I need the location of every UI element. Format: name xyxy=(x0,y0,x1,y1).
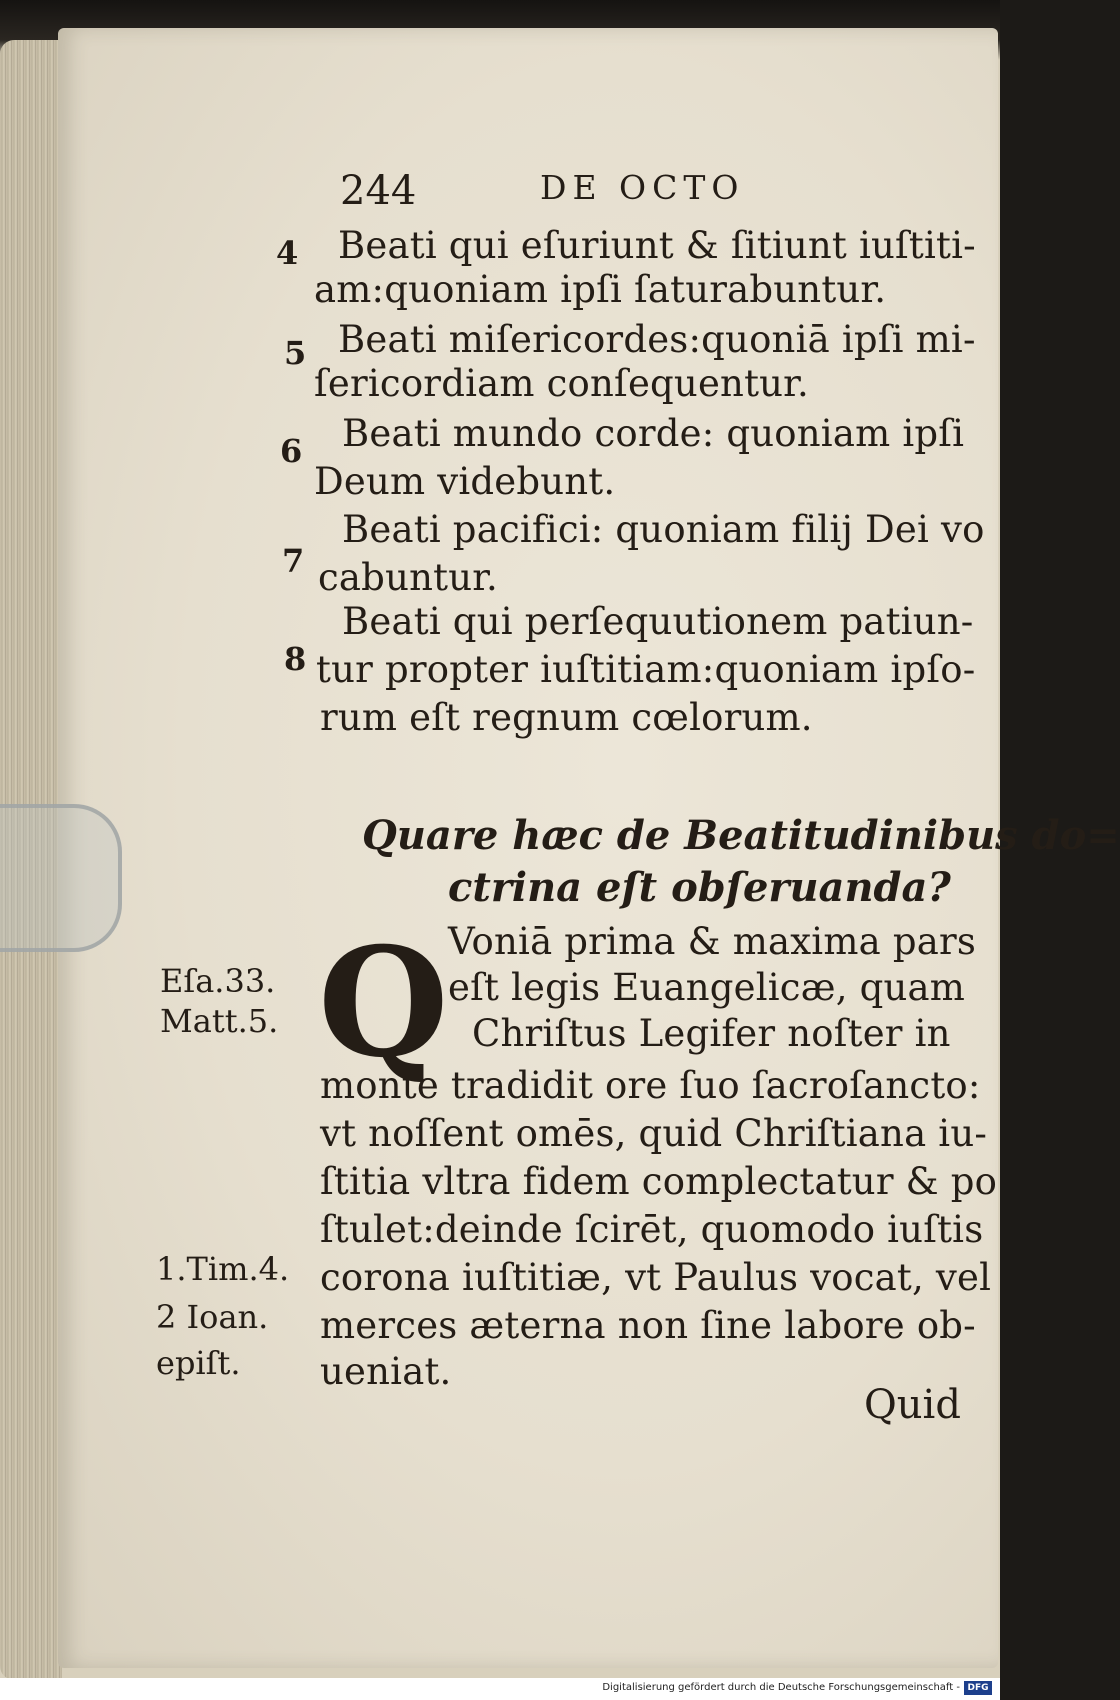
verse-line: Deum videbunt. xyxy=(314,460,616,503)
dfg-logo-icon: DFG xyxy=(964,1681,992,1695)
catchword: Quid xyxy=(864,1382,961,1428)
body-line: ueniat. xyxy=(320,1350,452,1393)
body-line: merces æterna non ſine labore ob- xyxy=(320,1304,976,1347)
section-title: Quare hæc de Beatitudinibus do= xyxy=(362,812,1120,859)
verse-line: Beati qui eſuriunt & ſitiunt iuſtiti- xyxy=(338,224,976,267)
verse-number: 7 xyxy=(282,542,305,580)
body-line: ſtulet:deinde ſcirēt, quomodo iuſtis xyxy=(320,1208,984,1251)
verse-line: ſericordiam conſequentur. xyxy=(314,362,809,405)
body-line: monte tradidit ore ſuo ſacroſancto: xyxy=(320,1064,981,1107)
body-line: eſt legis Euangelicæ, quam xyxy=(448,966,966,1009)
margin-note: 1.Tim.4. xyxy=(156,1250,290,1288)
verse-line: Beati qui perſequutionem patiun- xyxy=(342,600,974,643)
verse-line: Beati mundo corde: quoniam ipſi xyxy=(342,412,965,455)
verse-line: rum eſt regnum cœlorum. xyxy=(320,696,813,739)
section-title: ctrina eſt obſeruanda? xyxy=(448,864,951,911)
page-clip xyxy=(0,804,122,952)
body-line: Voniā prima & maxima pars xyxy=(448,920,977,963)
footer-credit: Digitalisierung gefördert durch die Deutsche Forschungsgemeinschaft - xyxy=(602,1682,960,1693)
verse-line: Beati miſericordes:quoniā ipſi mi- xyxy=(338,318,976,361)
verse-line: tur propter iuſtitiam:quoniam ipſo- xyxy=(316,648,976,691)
verse-number: 4 xyxy=(276,234,299,272)
body-line: ſtitia vltra fidem complectatur & po xyxy=(320,1160,998,1203)
body-line: vt noſſent omēs, quid Chriſtiana iu- xyxy=(320,1112,988,1155)
margin-note: epiſt. xyxy=(156,1344,241,1382)
verse-line: Beati pacifici: quoniam filij Dei vo xyxy=(342,508,985,551)
body-line: Chriſtus Legifer noſter in xyxy=(472,1012,951,1055)
verse-number: 5 xyxy=(284,334,307,372)
verse-line: am:quoniam ipſi ſaturabuntur. xyxy=(314,268,887,311)
running-title: DE OCTO xyxy=(540,168,745,207)
verse-number: 8 xyxy=(284,640,307,678)
verse-line: cabuntur. xyxy=(318,556,499,599)
verse-number: 6 xyxy=(280,432,303,470)
page-number: 244 xyxy=(340,168,417,214)
body-line: corona iuſtitiæ, vt Paulus vocat, vel xyxy=(320,1256,992,1299)
margin-note: Eſa.33. xyxy=(160,962,276,1000)
dropcap-initial: Q xyxy=(318,915,449,1091)
margin-note: 2 Ioan. xyxy=(156,1298,269,1336)
margin-note: Matt.5. xyxy=(160,1002,279,1040)
